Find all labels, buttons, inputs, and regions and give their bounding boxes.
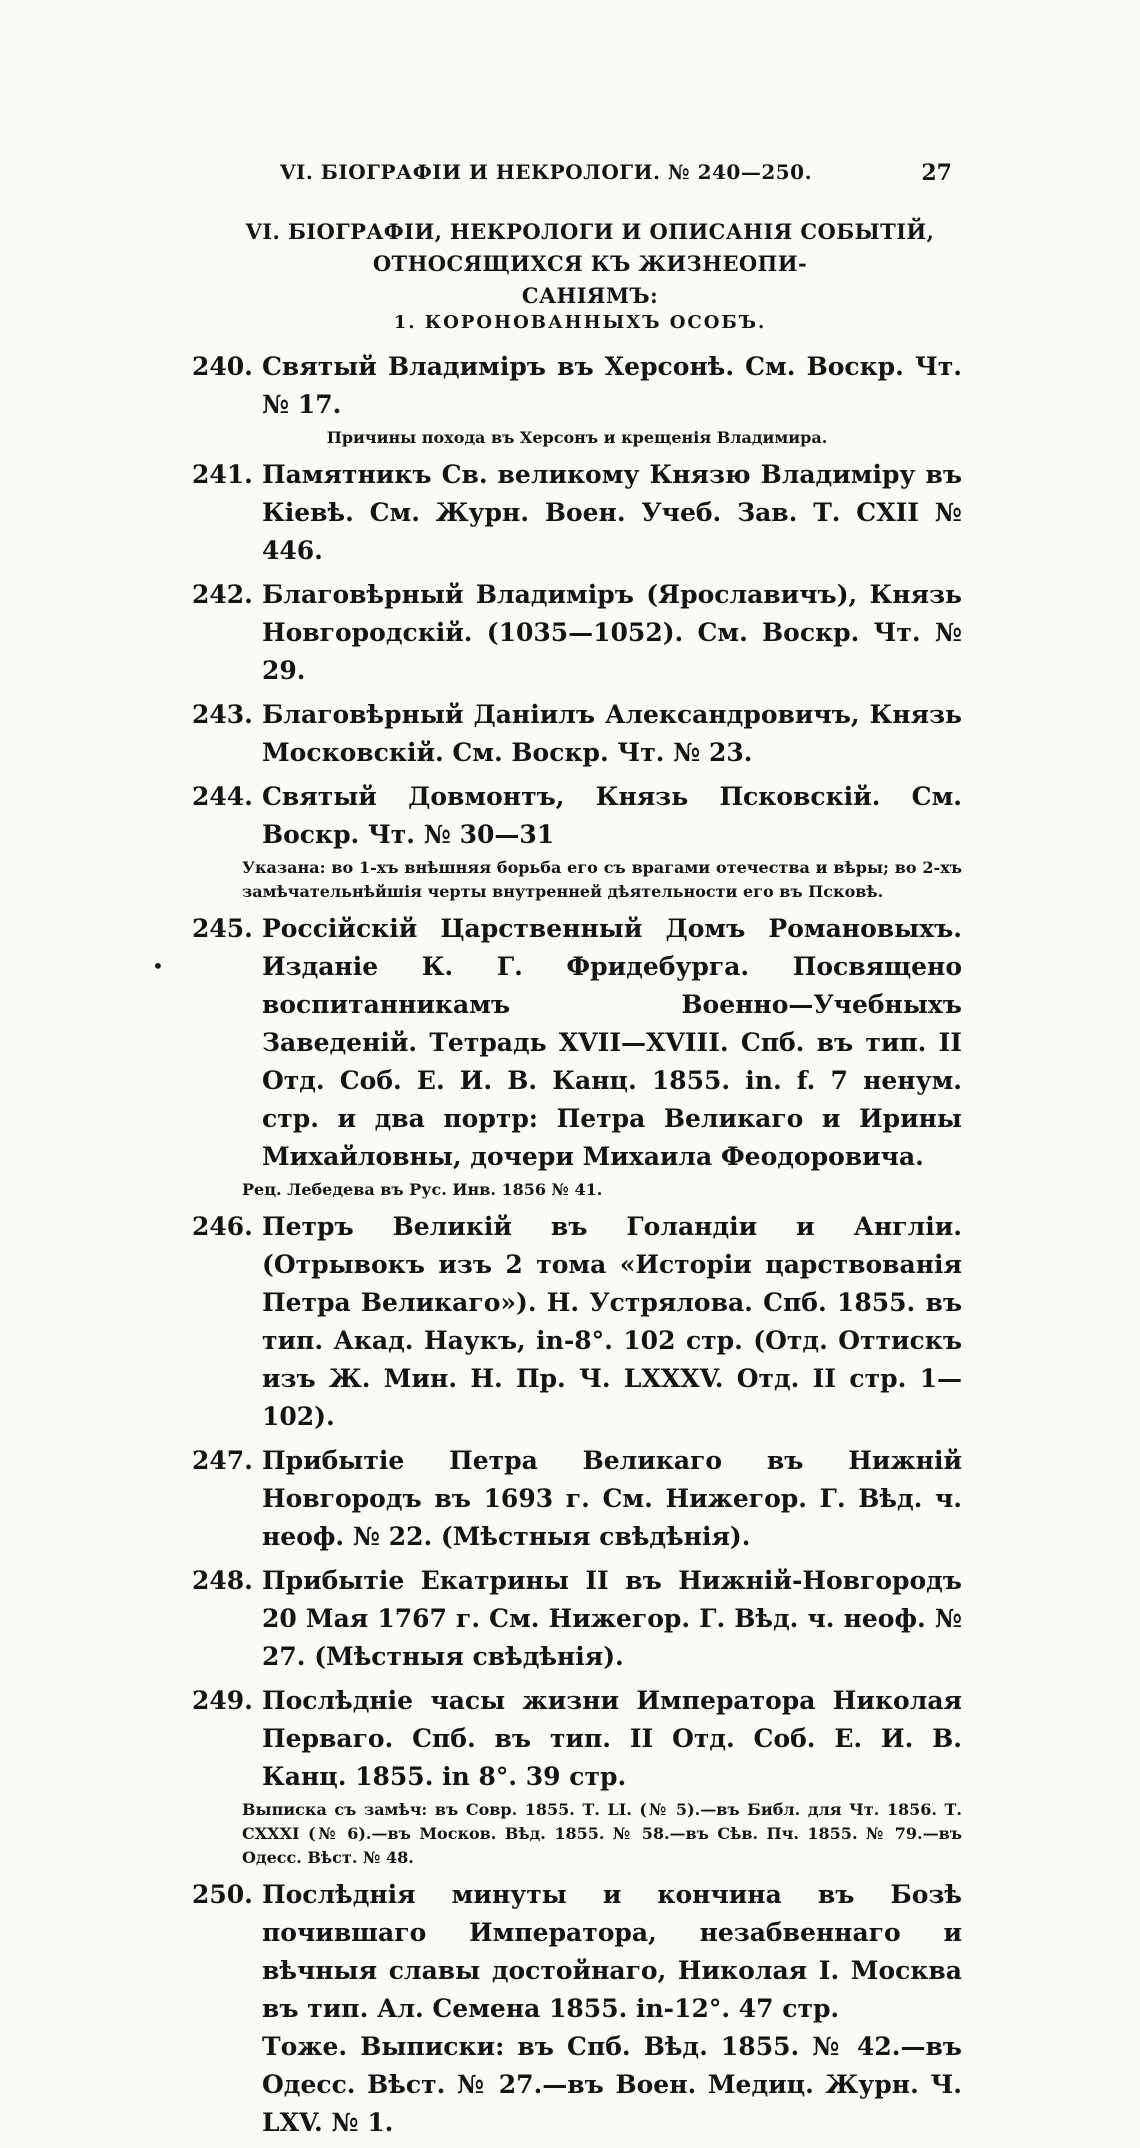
- subsection-title: 1. КОРОНОВАННЫХЪ ОСОБЪ.: [393, 312, 767, 333]
- entries-list: [192, 348, 962, 2148]
- entry-text: Благовѣрный Даніилъ Александровичъ, Князь Московскій. См. Воскр. Чт. № 23.: [262, 700, 962, 767]
- section-title: [240, 216, 940, 312]
- entry-text: Святый Довмонтъ, Князь Псковскій. См. Воскр. Чт. № 30—31: [262, 782, 962, 849]
- entry-number: 248.: [192, 1566, 253, 1595]
- entry-248: [192, 1562, 962, 1676]
- entry-number: 240.: [192, 352, 253, 381]
- page-number: 27: [921, 160, 952, 186]
- entry-240: [192, 348, 962, 450]
- entry-text: Послѣднія минуты и кончина въ Бозѣ почившаго Императора, незабвеннаго и вѣчныя славы достойнаго, Николая I. Москва въ тип. Ал. Семена 1855. in-12°. 47 стр.: [262, 1880, 962, 2023]
- entry-text: Прибытіе Петра Великаго въ Нижній Новгородъ въ 1693 г. См. Нижегор. Г. Вѣд. ч. неоф. № 22. (Мѣстныя свѣдѣнія).: [262, 1446, 962, 1551]
- entry-text: Памятникъ Св. великому Князю Владиміру въ Кіевѣ. См. Журн. Воен. Учеб. Зав. Т. CXII № 446.: [262, 460, 962, 565]
- entry-number: 244.: [192, 782, 253, 811]
- entry-number: 250.: [192, 1880, 253, 1909]
- section-title-line2: САНІЯМЪ:: [521, 283, 659, 308]
- entry-number: 242.: [192, 580, 253, 609]
- entry-245: [192, 910, 962, 1202]
- entry-241: [192, 456, 962, 570]
- entry-note: Причины похода въ Херсонъ и крещенія Владимира.: [326, 428, 828, 447]
- entry-243: [192, 696, 962, 772]
- entry-text: Прибытіе Екатрины II въ Нижній-Новгородъ 20 Мая 1767 г. См. Нижегор. Г. Вѣд. ч. неоф. № 27. (Мѣстныя свѣдѣнія).: [262, 1566, 962, 1671]
- entry-text: Святый Владиміръ въ Херсонѣ. См. Воскр. Чт. № 17.: [262, 352, 962, 419]
- entry-number: 249.: [192, 1686, 253, 1715]
- running-head: VI. БІОГРАФІИ И НЕКРОЛОГИ. № 240—250.: [280, 160, 813, 184]
- entry-number: 247.: [192, 1446, 253, 1475]
- entry-number: 246.: [192, 1212, 253, 1241]
- entry-text: Благовѣрный Владиміръ (Ярославичъ), Князь Новгородскій. (1035—1052). См. Воскр. Чт. № 29.: [262, 580, 962, 685]
- entry-246: [192, 1208, 962, 1436]
- entry-also: Тоже. Выписки: въ Спб. Вѣд. 1855. № 42.—въ Одесс. Вѣст. № 27.—въ Воен. Медиц. Журн. Ч. LXV. № 1.: [262, 2032, 962, 2137]
- entry-text: Петръ Великій въ Голандіи и Англіи. (Отрывокъ изъ 2 тома «Исторіи царствованія Петра Великаго»). Н. Устрялова. Спб. 1855. въ тип. Акад. Наукъ, in-8°. 102 стр. (Отд. Оттискъ изъ Ж. Мин. Н. Пр. Ч. LXXXV. Отд. II стр. 1—102).: [262, 1212, 962, 1431]
- entry-note: Указана: во 1-хъ внѣшняя борьба его съ врагами отечества и вѣры; во 2-хъ замѣчательнѣйшія черты внутренней дѣятельности его въ Псковѣ.: [242, 858, 962, 901]
- entry-242: [192, 576, 962, 690]
- section-title-line1: VI. БІОГРАФІИ, НЕКРОЛОГИ И ОПИСАНІЯ СОБЫТІЙ, ОТНОСЯЩИХСЯ КЪ ЖИЗНЕОПИ-: [245, 219, 935, 276]
- entry-note: Выписка съ замѣч: въ Совр. 1855. Т. LI. (№ 5).—въ Библ. для Чт. 1856. Т. CXXXI (№ 6).—въ Москов. Вѣд. 1855. № 58.—въ Сѣв. Пч. 1855. № 79.—въ Одесс. Вѣст. № 48.: [242, 1800, 962, 1867]
- entry-number: 243.: [192, 700, 253, 729]
- entry-250: [192, 1876, 962, 2142]
- entry-number: 245.: [192, 914, 253, 943]
- entry-text: Послѣдніе часы жизни Императора Николая Перваго. Спб. въ тип. II Отд. Соб. Е. И. В. Канц. 1855. in 8°. 39 стр.: [262, 1686, 962, 1791]
- entry-note: Рец. Лебедева въ Рус. Инв. 1856 № 41.: [242, 1180, 603, 1199]
- margin-mark: •: [152, 954, 164, 978]
- entry-249: [192, 1682, 962, 1870]
- entry-number: 241.: [192, 460, 253, 489]
- entry-247: [192, 1442, 962, 1556]
- entry-244: [192, 778, 962, 904]
- entry-text: Россійскій Царственный Домъ Романовыхъ. Изданіе К. Г. Фридебурга. Посвящено воспитанникамъ Военно—Учебныхъ Заведеній. Тетрадь XVII—XVIII. Спб. въ тип. II Отд. Соб. Е. И. В. Канц. 1855. in. f. 7 ненум. стр. и два портр: Петра Великаго и Ирины Михайловны, дочери Михаила Феодоровича.: [262, 914, 962, 1171]
